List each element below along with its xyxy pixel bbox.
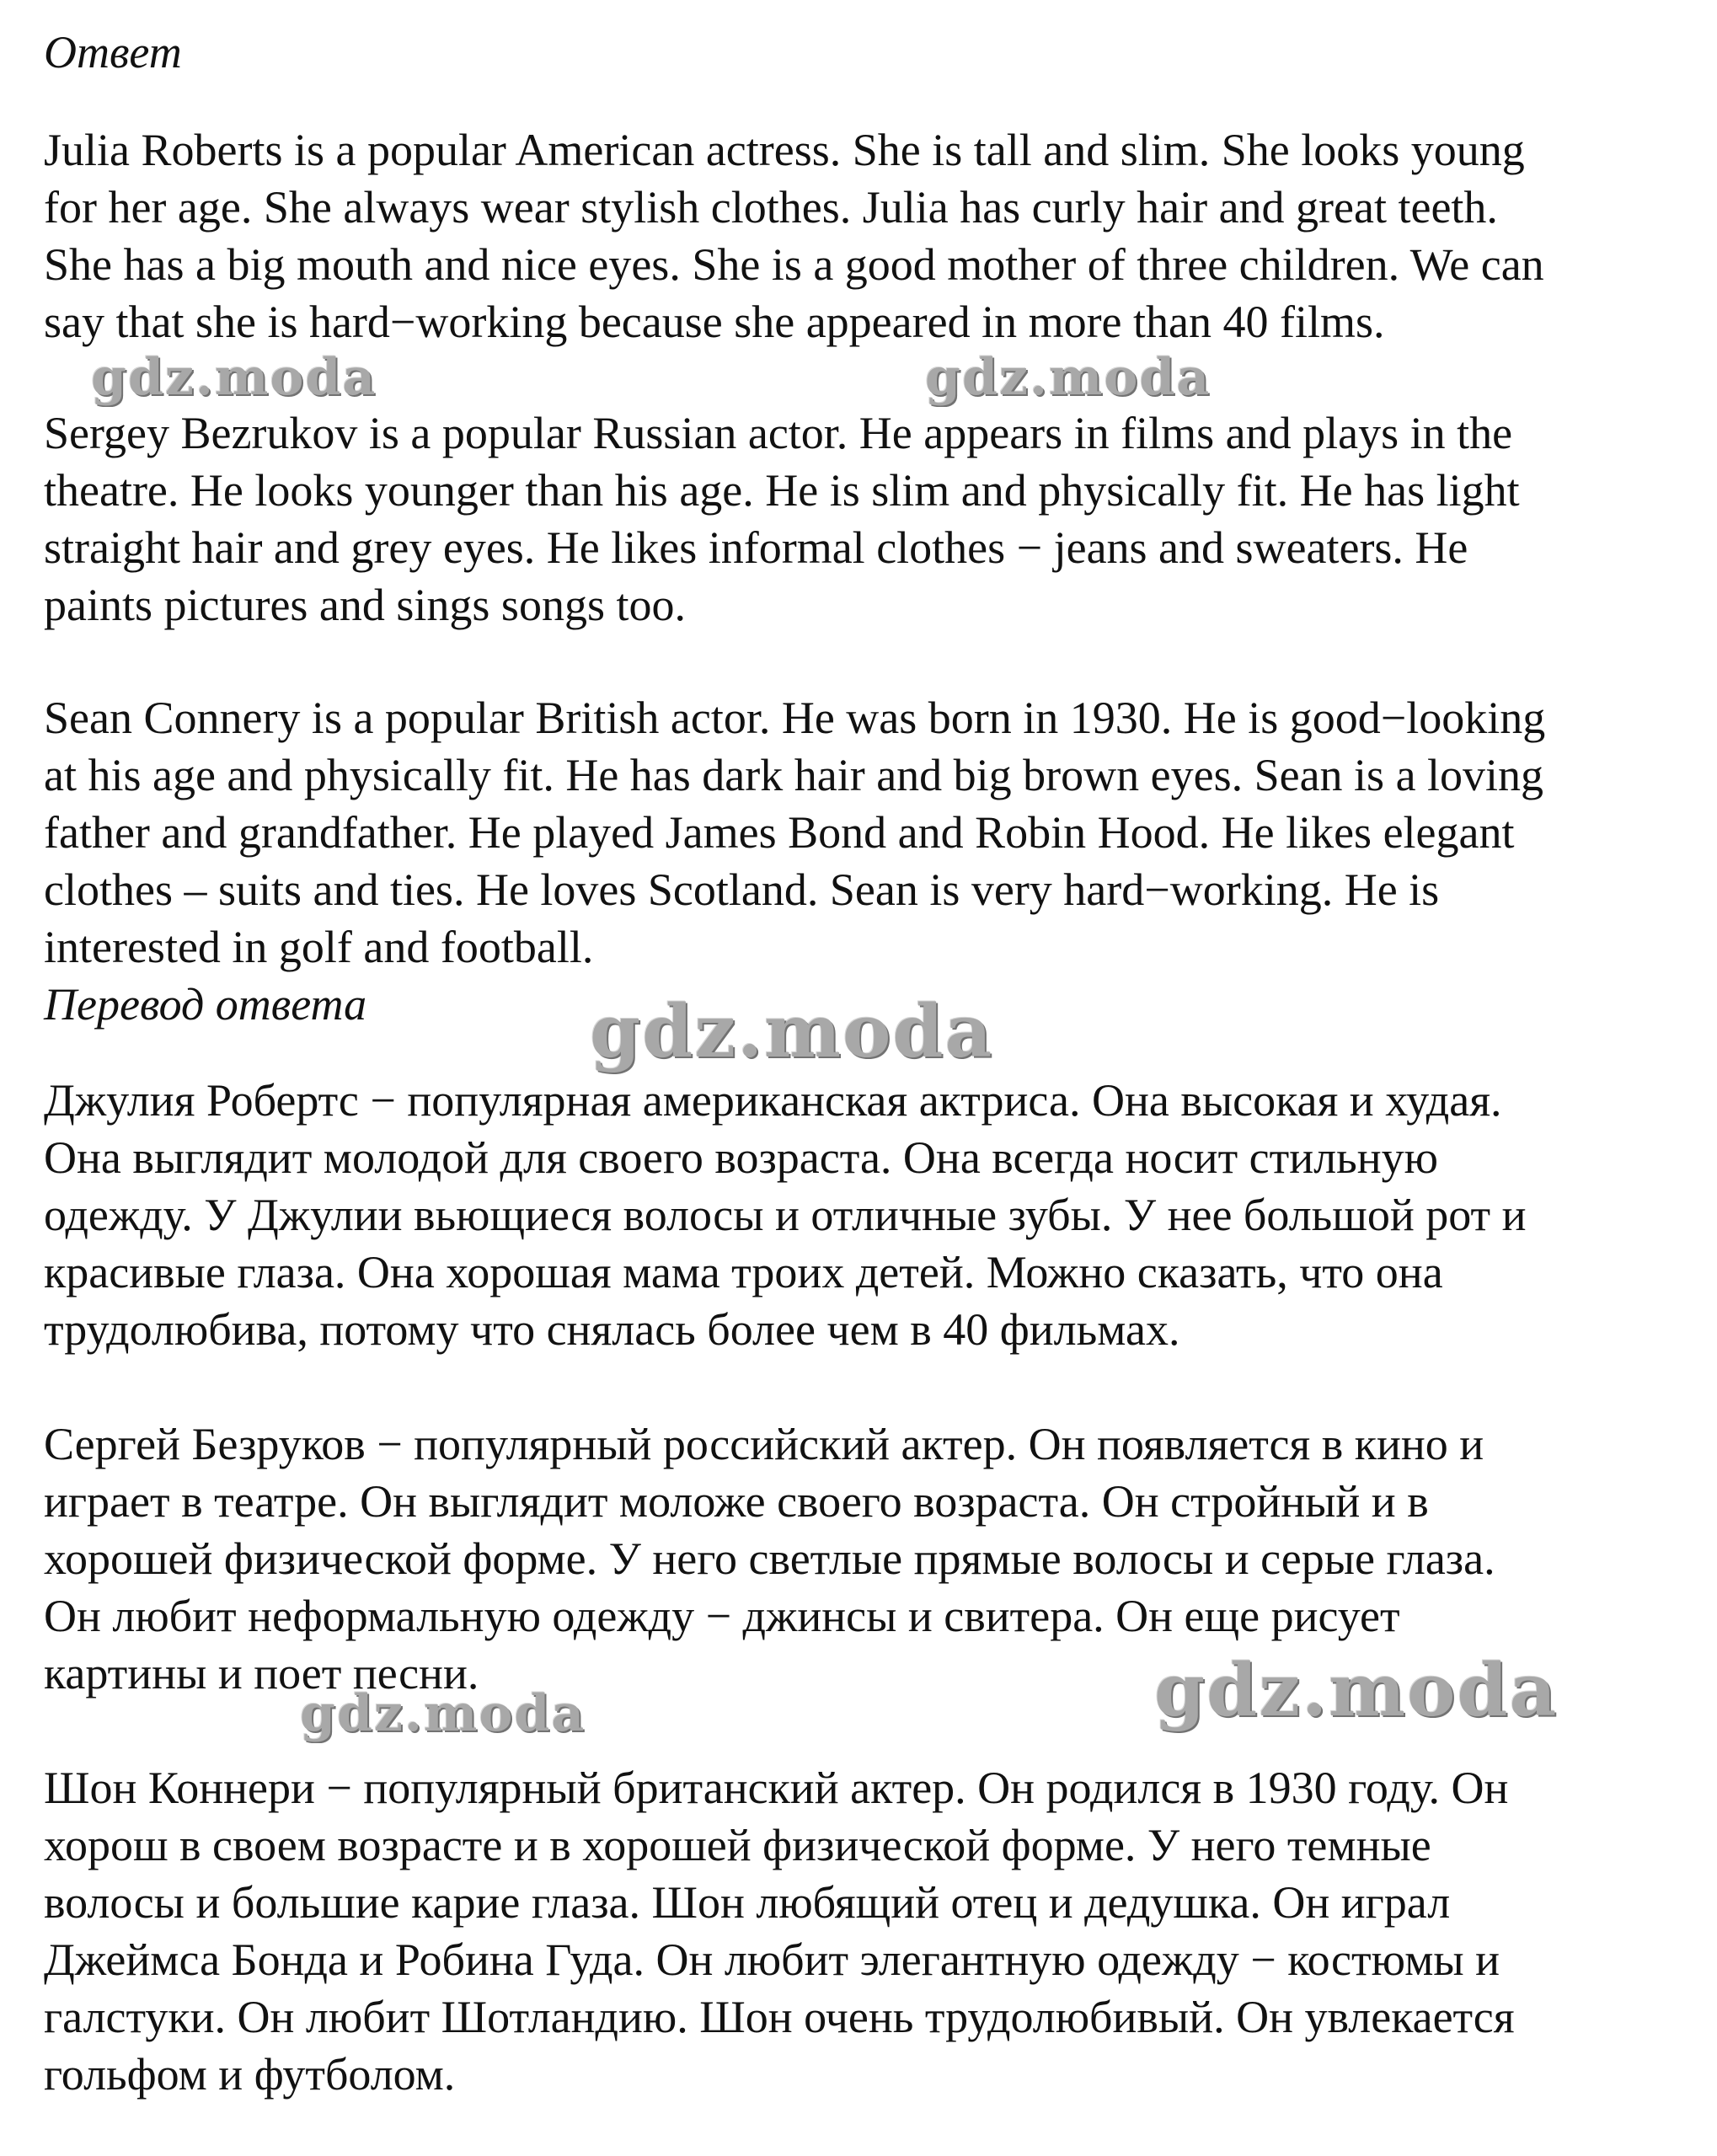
watermark-logo: gdz.moda [590, 989, 994, 1074]
text-line: clothes – suits and ties. He loves Scotland. Sean is very hard−working. He is [44, 864, 1440, 915]
text-line: хорош в своем возрасте и в хорошей физической форме. У него темные [44, 1820, 1431, 1870]
text-line: играет в театре. Он выглядит моложе своего возраста. Он стройный и в [44, 1476, 1429, 1527]
text-line: трудолюбива, потому что снялась более чем в 40 фильмах. [44, 1304, 1180, 1355]
russian-paragraph-julia-roberts [44, 1072, 1695, 1358]
answer-heading: Ответ [44, 27, 182, 78]
text-line: гольфом и футболом. [44, 2049, 456, 2100]
text-line: say that she is hard−working because she appeared in more than 40 films. [44, 297, 1385, 347]
text-line: Джеймса Бонда и Робина Гуда. Он любит элегантную одежду − костюмы и [44, 1934, 1500, 1985]
text-line: Julia Roberts is a popular American actress. She is tall and slim. She looks young [44, 125, 1525, 175]
text-line: волосы и большие карие глаза. Шон любящий отец и дедушка. Он играл [44, 1877, 1451, 1928]
text-line: Sergey Bezrukov is a popular Russian actor. He appears in films and plays in the [44, 408, 1513, 458]
text-line: She has a big mouth and nice eyes. She is a good mother of three children. We can [44, 239, 1544, 290]
text-line: theatre. He looks younger than his age. He is slim and physically fit. He has light [44, 465, 1520, 516]
text-line: Она выглядит молодой для своего возраста. Она всегда носит стильную [44, 1132, 1438, 1183]
watermark-logo: gdz.moda [1154, 1648, 1559, 1733]
text-line: картины и поет песни. [44, 1648, 479, 1699]
russian-paragraph-sean-connery [44, 1759, 1695, 2103]
text-line: Sean Connery is a popular British actor. He was born in 1930. He is good−looking [44, 693, 1546, 743]
text-line: father and grandfather. He played James Bond and Robin Hood. He likes elegant [44, 807, 1515, 858]
text-line: interested in golf and football. [44, 922, 594, 972]
text-line: красивые глаза. Она хорошая мама троих детей. Можно сказать, что она [44, 1247, 1443, 1297]
english-paragraph-julia-roberts [44, 121, 1695, 350]
text-line: straight hair and grey eyes. He likes informal clothes − jeans and sweaters. He [44, 522, 1468, 573]
english-paragraph-sergey-bezrukov [44, 404, 1695, 634]
text-line: paints pictures and sings songs too. [44, 580, 686, 630]
text-line: Сергей Безруков − популярный российский актер. Он появляется в кино и [44, 1419, 1484, 1469]
text-line: Он любит неформальную одежду − джинсы и свитера. Он еще рисует [44, 1591, 1400, 1641]
text-line: Джулия Робертс − популярная американская актриса. Она высокая и худая. [44, 1075, 1502, 1126]
text-line: галстуки. Он любит Шотландию. Шон очень трудолюбивый. Он увлекается [44, 1992, 1515, 2042]
watermark-logo: gdz.moda [91, 348, 377, 407]
text-line: Шон Коннери − популярный британский актер. Он родился в 1930 году. Он [44, 1763, 1509, 1813]
text-line: for her age. She always wear stylish clothes. Julia has curly hair and great teeth. [44, 182, 1498, 233]
watermark-logo: gdz.moda [300, 1684, 586, 1743]
english-paragraph-sean-connery [44, 689, 1695, 976]
watermark-logo: gdz.moda [925, 348, 1212, 407]
text-line: хорошей физической форме. У него светлые прямые волосы и серые глаза. [44, 1533, 1495, 1584]
text-line: at his age and physically fit. He has dark hair and big brown eyes. Sean is a loving [44, 750, 1544, 800]
translation-heading: Перевод ответа [44, 979, 367, 1030]
text-line: одежду. У Джулии вьющиеся волосы и отличные зубы. У нее большой рот и [44, 1190, 1527, 1240]
